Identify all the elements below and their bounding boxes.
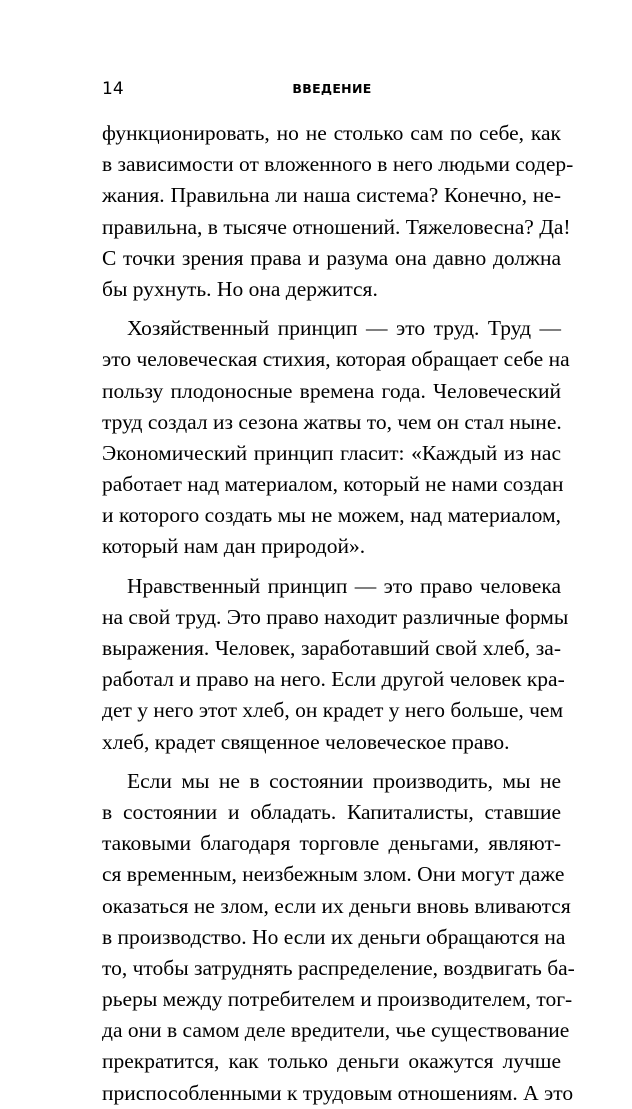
text-line: да они в самом деле вредители, чье существование xyxy=(102,1018,570,1043)
text-line: приспособленными к трудовым отношениям. А это xyxy=(102,1080,574,1105)
text-line: пользу плодоносные времена года. Человеческий xyxy=(102,378,561,403)
text-line: бы рухнуть. Но она держится. xyxy=(102,276,378,301)
text-line: который нам дан природой». xyxy=(102,534,366,559)
text-line: Если мы не в состоянии производить, мы не xyxy=(127,768,561,793)
text-line: Хозяйственный принцип — это труд. Труд — xyxy=(127,316,561,341)
text-line: работал и право на него. Если другой человек кра- xyxy=(102,667,565,692)
running-head: ВВЕДЕНИЕ xyxy=(292,81,372,96)
text-line: труд создал из сезона жатвы то, чем он стал ныне. xyxy=(102,409,562,434)
text-line: работает над материалом, который не нами создан xyxy=(102,472,564,497)
page-header xyxy=(102,77,562,101)
text-line: в состоянии и обладать. Капиталисты, ставшие xyxy=(102,799,561,824)
paragraph-4 xyxy=(102,766,575,1109)
text-line: оказаться не злом, если их деньги вновь вливаются xyxy=(102,893,571,918)
paragraph-2 xyxy=(102,313,570,563)
text-line: прекратится, как только деньги окажутся лучше xyxy=(102,1049,561,1074)
text-line: таковыми благодаря торговле деньгами, являют- xyxy=(102,831,561,856)
text-line: хлеб, крадет священное человеческое право. xyxy=(102,729,510,754)
paragraph-1 xyxy=(102,118,574,305)
text-line: в зависимости от вложенного в него людьми содер- xyxy=(102,152,574,177)
body-text xyxy=(102,118,575,1109)
text-line: выражения. Человек, заработавший свой хлеб, за- xyxy=(102,636,561,660)
text-line: жания. Правильна ли наша система? Конечно, не- xyxy=(102,183,561,208)
page-number: 14 xyxy=(102,79,124,99)
text-line: на свой труд. Это право находит различные формы xyxy=(102,604,569,629)
text-line: дет у него этот хлеб, он крадет у него больше, чем xyxy=(102,698,564,723)
text-line: функционировать, но не столько сам по себе, как xyxy=(102,121,561,145)
text-line: и которого создать мы не можем, над материалом, xyxy=(102,503,561,528)
text-line: С точки зрения права и разума она давно должна xyxy=(102,245,561,270)
text-line: рьеры между потребителем и производителем, тог- xyxy=(102,987,573,1012)
text-line: правильна, в тысяче отношений. Тяжеловесна? Да! xyxy=(102,214,571,239)
text-line: Нравственный принцип — это право человека xyxy=(127,573,561,598)
text-line: то, чтобы затруднять распределение, воздвигать ба- xyxy=(102,955,575,980)
text-line: это человеческая стихия, которая обращает себе на xyxy=(102,347,570,372)
text-line: Экономический принцип гласит: «Каждый из нас xyxy=(102,440,561,465)
paragraph-3 xyxy=(102,571,569,758)
text-line: в производство. Но если их деньги обращаются на xyxy=(102,924,566,949)
text-line: ся временным, неизбежным злом. Они могут даже xyxy=(102,862,565,887)
